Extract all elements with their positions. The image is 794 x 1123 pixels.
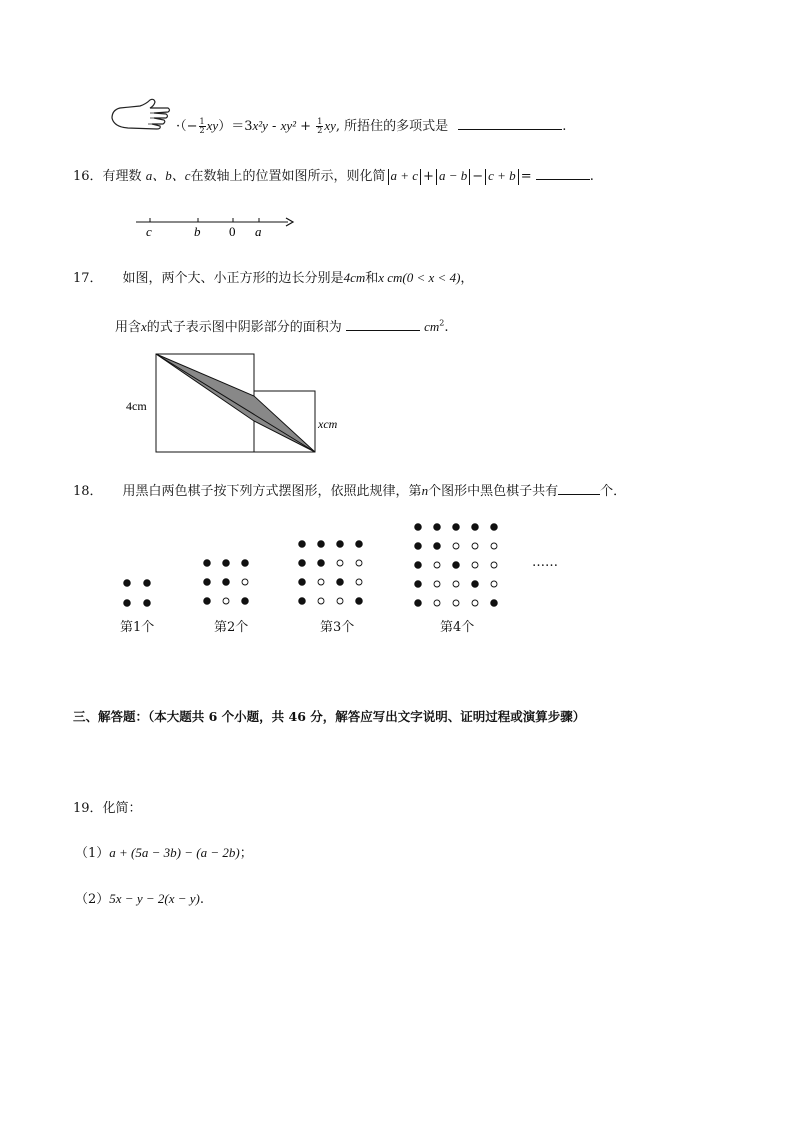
black-piece	[242, 560, 249, 567]
section-3-title: 三、解答题：（本大题共 6 个小题，共 46 分，解答应写出文字说明、证明过程或演算步骤）	[73, 709, 586, 724]
figure-label-2: 第2个	[214, 620, 249, 635]
black-piece	[223, 560, 230, 567]
black-piece	[299, 560, 306, 567]
label-xcm: xcm	[318, 417, 338, 431]
white-piece	[491, 562, 497, 568]
black-piece	[223, 579, 230, 586]
squares-figure	[120, 346, 360, 458]
white-piece	[318, 598, 324, 604]
q16-answer-blank[interactable]	[536, 167, 590, 180]
black-piece	[337, 541, 344, 548]
black-piece	[491, 524, 498, 531]
black-piece	[318, 560, 325, 567]
number-line-label-0: 0	[229, 224, 236, 239]
black-piece	[434, 524, 441, 531]
ellipsis: ……	[532, 555, 558, 570]
q17-question-line2: 用含x的式子表示图中阴影部分的面积为 $cm^2$.	[115, 318, 449, 335]
black-piece	[356, 598, 363, 605]
black-piece	[204, 579, 211, 586]
black-piece	[434, 543, 441, 550]
black-piece	[356, 541, 363, 548]
figure-label-3: 第3个	[320, 620, 355, 635]
q17-answer-blank[interactable]	[346, 318, 420, 331]
white-piece	[434, 581, 440, 587]
white-piece	[491, 581, 497, 587]
black-piece	[415, 543, 422, 550]
black-piece	[124, 600, 131, 607]
black-piece	[337, 579, 344, 586]
white-piece	[472, 562, 478, 568]
q15-equation: ·（− $\frac{1}{2}$ xy）＝3x²y - xy² + $\frac{1}{2}$ xy, 所捂住的多项式是 .	[176, 117, 567, 135]
black-piece	[144, 580, 151, 587]
white-piece	[223, 598, 229, 604]
q15-hand-icon	[110, 98, 172, 134]
white-piece	[337, 560, 343, 566]
black-piece	[204, 560, 211, 567]
white-piece	[472, 543, 478, 549]
q15-answer-blank[interactable]	[458, 117, 562, 130]
number-line	[130, 210, 300, 242]
black-piece	[453, 524, 460, 531]
black-piece	[491, 600, 498, 607]
black-piece	[453, 562, 460, 569]
black-piece	[144, 600, 151, 607]
white-piece	[491, 543, 497, 549]
white-piece	[453, 581, 459, 587]
q18-answer-blank[interactable]	[558, 482, 600, 495]
black-piece	[299, 541, 306, 548]
number-line-label-b: b	[194, 224, 201, 239]
black-piece	[472, 581, 479, 588]
black-piece	[472, 524, 479, 531]
white-piece	[434, 600, 440, 606]
black-piece	[204, 598, 211, 605]
white-piece	[434, 562, 440, 568]
white-piece	[453, 543, 459, 549]
white-piece	[356, 560, 362, 566]
figure-label-1: 第1个	[120, 620, 155, 635]
white-piece	[337, 598, 343, 604]
black-piece	[415, 562, 422, 569]
white-piece	[242, 579, 248, 585]
number-line-label-a: a	[255, 224, 262, 239]
q17-question-line1: 17． 如图，两个大、小正方形的边长分别是4cm和x cm(0 < x < 4)，	[73, 270, 474, 286]
q19-part1: （1）a + (5a − 3b) − (a − 2b)；	[75, 845, 253, 861]
q18-question: 18． 用黑白两色棋子按下列方式摆图形，依照此规律，第n个图形中黑色棋子共有 个．	[73, 483, 627, 499]
white-piece	[356, 579, 362, 585]
black-piece	[242, 598, 249, 605]
number-line-label-c: c	[146, 224, 152, 239]
black-piece	[415, 600, 422, 607]
black-piece	[415, 524, 422, 531]
black-piece	[318, 541, 325, 548]
black-piece	[299, 598, 306, 605]
black-piece	[415, 581, 422, 588]
white-piece	[472, 600, 478, 606]
white-piece	[318, 579, 324, 585]
black-piece	[299, 579, 306, 586]
label-4cm: 4cm	[126, 399, 147, 413]
figure-label-4: 第4个	[440, 620, 475, 635]
black-piece	[124, 580, 131, 587]
white-piece	[453, 600, 459, 606]
q19-title: 19．化简：	[73, 801, 142, 816]
q19-part2: （2）5x − y − 2(x − y).	[75, 891, 204, 907]
q16-question: 16．有理数 a、b、c在数轴上的位置如图所示，则化简 a + c + a − b − c + b = .	[73, 168, 594, 184]
